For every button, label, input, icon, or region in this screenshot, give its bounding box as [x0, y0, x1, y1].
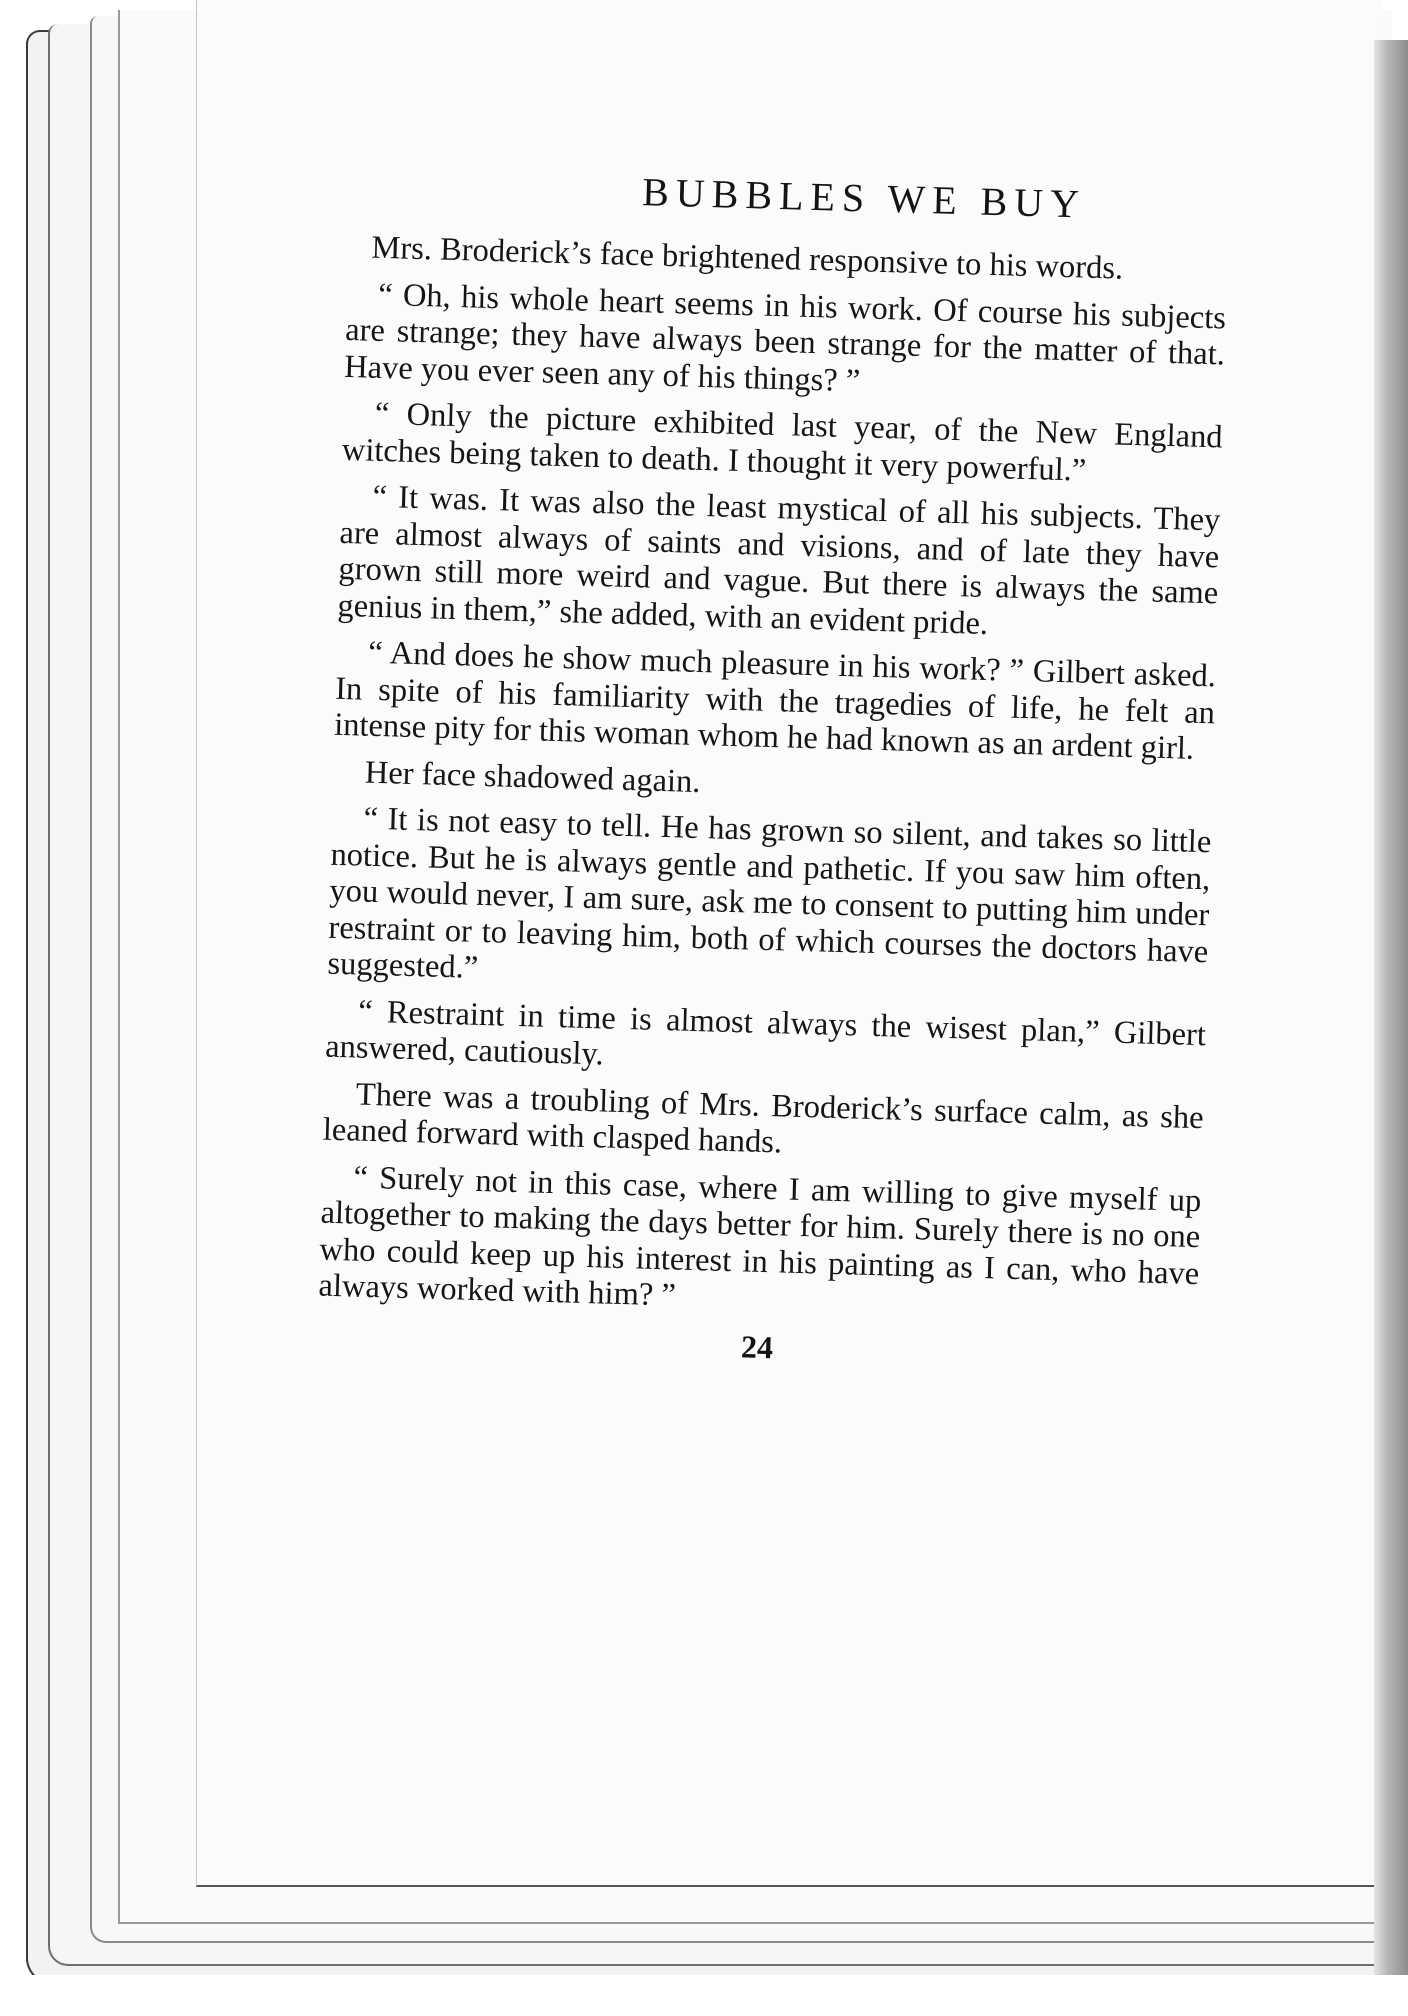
paragraph: “ Only the picture exhibited last year, of the New England witches being taken to death. I thought it very powerful.” [341, 395, 1224, 489]
scan-margin [0, 1975, 1408, 2016]
paragraph: “ Restraint in time is almost always the wisest plan,” Gilbert answered, cautiously. [324, 993, 1207, 1073]
paragraph: “ Oh, his whole heart seems in his work. Of course his subjects are strange; they have always been strange for the matter of that. Have you ever seen any of his things? ” [343, 276, 1227, 399]
running-head: BUBBLES WE BUY [641, 169, 1087, 227]
page-text-block [317, 160, 1230, 1378]
gutter-shadow [1374, 40, 1408, 1990]
page-number: 24 [740, 1327, 774, 1365]
paragraph: “ It was. It was also the least mystical of all his subjects. They are almost always of saints and visions, and of late they have grown still more weird and vague. But there is always the same genius in them,” she added, with an evident pride. [337, 478, 1221, 642]
paragraph: “ And does he show much pleasure in his work? ” Gilbert asked. In spite of his familiarity with the tragedies of life, he felt an intense pity for this woman whom he had known as an ardent girl. [333, 634, 1217, 767]
paragraph: There was a troubling of Mrs. Broderick’s surface calm, as she leaned forward with clasped hands. [322, 1076, 1205, 1161]
paragraph: “ It is not easy to tell. He has grown so silent, and takes so little notice. But he is always gentle and pathetic. If you saw him often, you would never, I am sure, ask me to consent to putting him under restraint or to leaving him, both of which courses the doctors have suggested.” [327, 800, 1212, 986]
paragraph: Mrs. Broderick’s face brightened responsive to his words. [371, 229, 1124, 287]
paragraph: “ Surely not in this case, where I am willing to give myself up altogether to making the days better for him. Surely there is no one who could keep up his interest in his painting as I can, who have always worked with him? ” [318, 1159, 1202, 1314]
paragraph: Her face shadowed again. [364, 754, 701, 800]
